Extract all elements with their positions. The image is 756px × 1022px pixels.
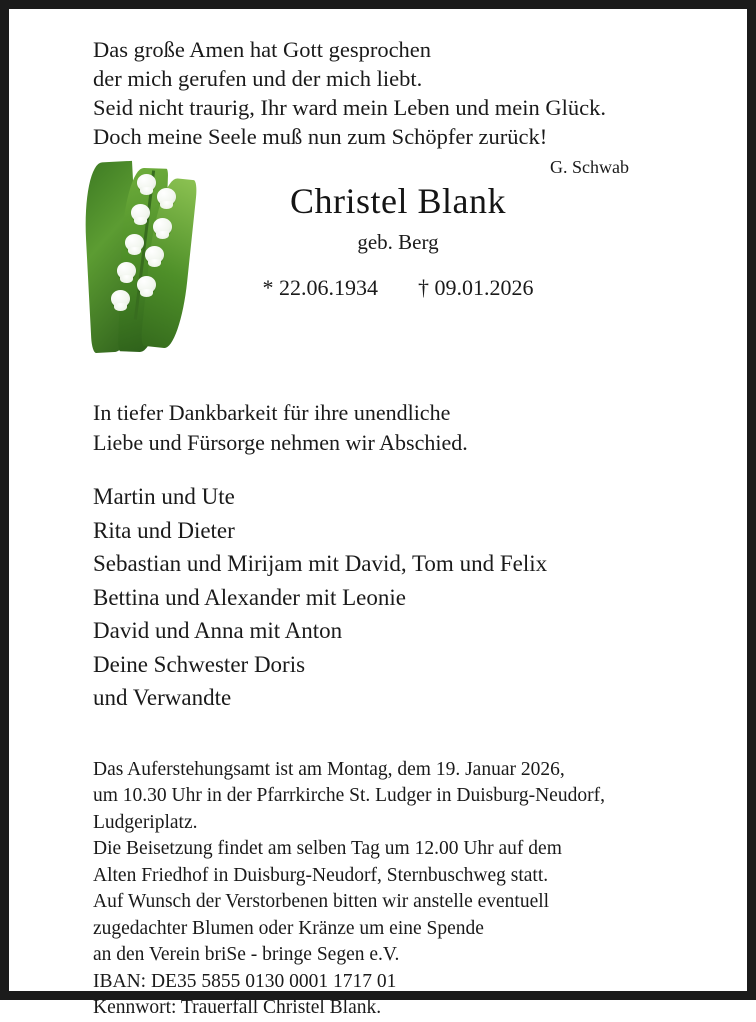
service-line: an den Verein briSe - bringe Segen e.V. bbox=[93, 944, 400, 965]
name-and-illustration-block bbox=[39, 180, 717, 380]
family-member-line: Bettina und Alexander mit Leonie bbox=[93, 584, 406, 610]
flower-bell bbox=[153, 218, 172, 235]
family-member-line: Sebastian und Mirijam mit David, Tom und Felix bbox=[93, 551, 548, 576]
service-line: Ludgeriplatz. bbox=[93, 811, 198, 833]
lily-of-the-valley-icon bbox=[87, 162, 191, 352]
service-line: Auf Wunsch der Verstorbenen bitten wir anstelle eventuell bbox=[93, 891, 550, 912]
service-line: um 10.30 Uhr in der Pfarrkirche St. Ludger in Duisburg-Neudorf, bbox=[93, 785, 605, 806]
thanks-line: Liebe und Fürsorge nehmen wir Abschied. bbox=[93, 430, 468, 455]
flower-bell bbox=[137, 174, 156, 191]
thanks-block bbox=[93, 398, 717, 458]
flower-bell bbox=[131, 204, 150, 221]
flower-bell bbox=[125, 234, 144, 251]
family-member-line: und Verwandte bbox=[93, 685, 232, 710]
service-line: zugedachter Blumen oder Kränze um eine Spende bbox=[93, 917, 484, 939]
flower-bell bbox=[145, 246, 164, 263]
flower-bell bbox=[111, 290, 130, 307]
service-line: Alten Friedhof in Duisburg-Neudorf, Sternbuschweg statt. bbox=[93, 864, 549, 886]
iban-line: IBAN: DE35 5855 0130 0001 1717 01 bbox=[93, 970, 397, 992]
flower-bell bbox=[137, 276, 156, 293]
reference-line: Kennwort: Trauerfall Christel Blank. bbox=[93, 997, 382, 1018]
poem-author: G. Schwab bbox=[550, 157, 629, 177]
thanks-line: In tiefer Dankbarkeit für ihre unendliche bbox=[93, 400, 451, 425]
birth-date: * 22.06.1934 bbox=[262, 275, 378, 300]
poem-line: Doch meine Seele muß nun zum Schöpfer zurück! bbox=[93, 124, 548, 149]
service-details bbox=[93, 757, 717, 1022]
deceased-name: Christel Blank bbox=[290, 181, 506, 221]
service-line: Das Auferstehungsamt ist am Montag, dem 19. Januar 2026, bbox=[93, 758, 565, 780]
family-member-line: Rita und Dieter bbox=[93, 517, 235, 543]
family-member-line: David und Anna mit Anton bbox=[93, 618, 343, 643]
family-member-line: Deine Schwester Doris bbox=[93, 651, 306, 677]
poem-line: der mich gerufen und der mich liebt. bbox=[93, 66, 423, 91]
death-date: † 09.01.2026 bbox=[418, 275, 534, 300]
flower-bell bbox=[117, 262, 136, 279]
poem-line: Das große Amen hat Gott gesprochen bbox=[93, 37, 432, 62]
flower-bell bbox=[157, 188, 176, 205]
family-member-line: Martin und Ute bbox=[93, 484, 235, 509]
poem-block bbox=[93, 35, 717, 151]
poem-line: Seid nicht traurig, Ihr ward mein Leben und mein Glück. bbox=[93, 95, 606, 120]
service-line: Die Beisetzung findet am selben Tag um 12.00 Uhr auf dem bbox=[93, 838, 562, 859]
maiden-name: geb. Berg bbox=[357, 230, 439, 254]
family-list bbox=[93, 480, 717, 715]
